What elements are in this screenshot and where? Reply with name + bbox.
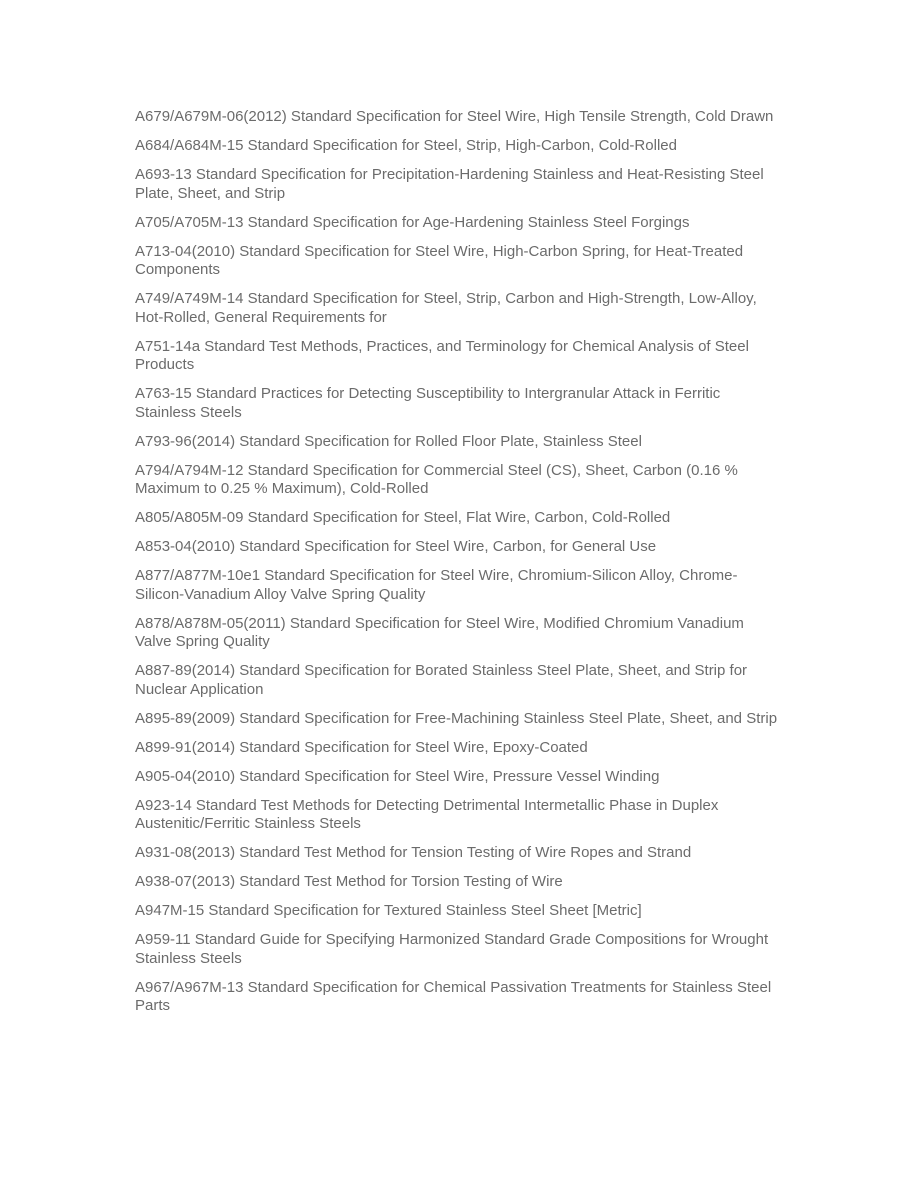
list-item: A805/A805M-09 Standard Specification for Steel, Flat Wire, Carbon, Cold-Rolled	[135, 509, 671, 526]
list-item: A713-04(2010) Standard Specification for Steel Wire, High-Carbon Spring, for Heat-Treated Components	[135, 242, 744, 278]
list-item: A923-14 Standard Test Methods for Detecting Detrimental Intermetallic Phase in Duplex Austenitic/Ferritic Stainless Steels	[135, 796, 719, 832]
list-item: A853-04(2010) Standard Specification for Steel Wire, Carbon, for General Use	[135, 538, 657, 555]
list-item: A938-07(2013) Standard Test Method for Torsion Testing of Wire	[135, 873, 563, 890]
list-item: A793-96(2014) Standard Specification for Rolled Floor Plate, Stainless Steel	[135, 432, 642, 450]
list-item: A947M-15 Standard Specification for Textured Stainless Steel Sheet [Metric]	[135, 902, 642, 919]
standards-list	[135, 108, 783, 1026]
list-item: A895-89(2009) Standard Specification for Free-Machining Stainless Steel Plate, Sheet, and Strip	[135, 709, 778, 727]
list-item: A878/A878M-05(2011) Standard Specification for Steel Wire, Modified Chromium Vanadium Valve Spring Quality	[135, 614, 744, 650]
list-item: A887-89(2014) Standard Specification for Borated Stainless Steel Plate, Sheet, and Strip for Nuclear Application	[135, 662, 748, 698]
list-item: A959-11 Standard Guide for Specifying Harmonized Standard Grade Compositions for Wrought Stainless Steels	[135, 931, 769, 967]
list-item: A763-15 Standard Practices for Detecting Susceptibility to Intergranular Attack in Ferritic Stainless Steels	[135, 385, 721, 421]
list-item: A751-14a Standard Test Methods, Practices, and Terminology for Chemical Analysis of Steel Products	[135, 337, 749, 373]
list-item: A705/A705M-13 Standard Specification for Age-Hardening Stainless Steel Forgings	[135, 213, 690, 231]
list-item: A905-04(2010) Standard Specification for Steel Wire, Pressure Vessel Winding	[135, 767, 660, 785]
list-item: A877/A877M-10e1 Standard Specification for Steel Wire, Chromium-Silicon Alloy, Chrome-Silicon-Vanadium Alloy Valve Spring Quality	[135, 567, 738, 603]
list-item: A749/A749M-14 Standard Specification for Steel, Strip, Carbon and High-Strength, Low-Alloy, Hot-Rolled, General Requirements for	[135, 290, 757, 326]
list-item: A679/A679M-06(2012) Standard Specification for Steel Wire, High Tensile Strength, Cold Drawn	[135, 108, 774, 125]
list-item: A794/A794M-12 Standard Specification for Commercial Steel (CS), Sheet, Carbon (0.16 % Maximum to 0.25 % Maximum), Cold-Rolled	[135, 461, 738, 497]
list-item: A684/A684M-15 Standard Specification for Steel, Strip, High-Carbon, Cold-Rolled	[135, 137, 677, 154]
list-item: A899-91(2014) Standard Specification for Steel Wire, Epoxy-Coated	[135, 738, 588, 756]
list-item: A693-13 Standard Specification for Precipitation-Hardening Stainless and Heat-Resisting Steel Plate, Sheet, and Strip	[135, 166, 764, 202]
list-item: A931-08(2013) Standard Test Method for Tension Testing of Wire Ropes and Strand	[135, 844, 692, 861]
list-item: A967/A967M-13 Standard Specification for Chemical Passivation Treatments for Stainless Steel Parts	[135, 978, 772, 1014]
